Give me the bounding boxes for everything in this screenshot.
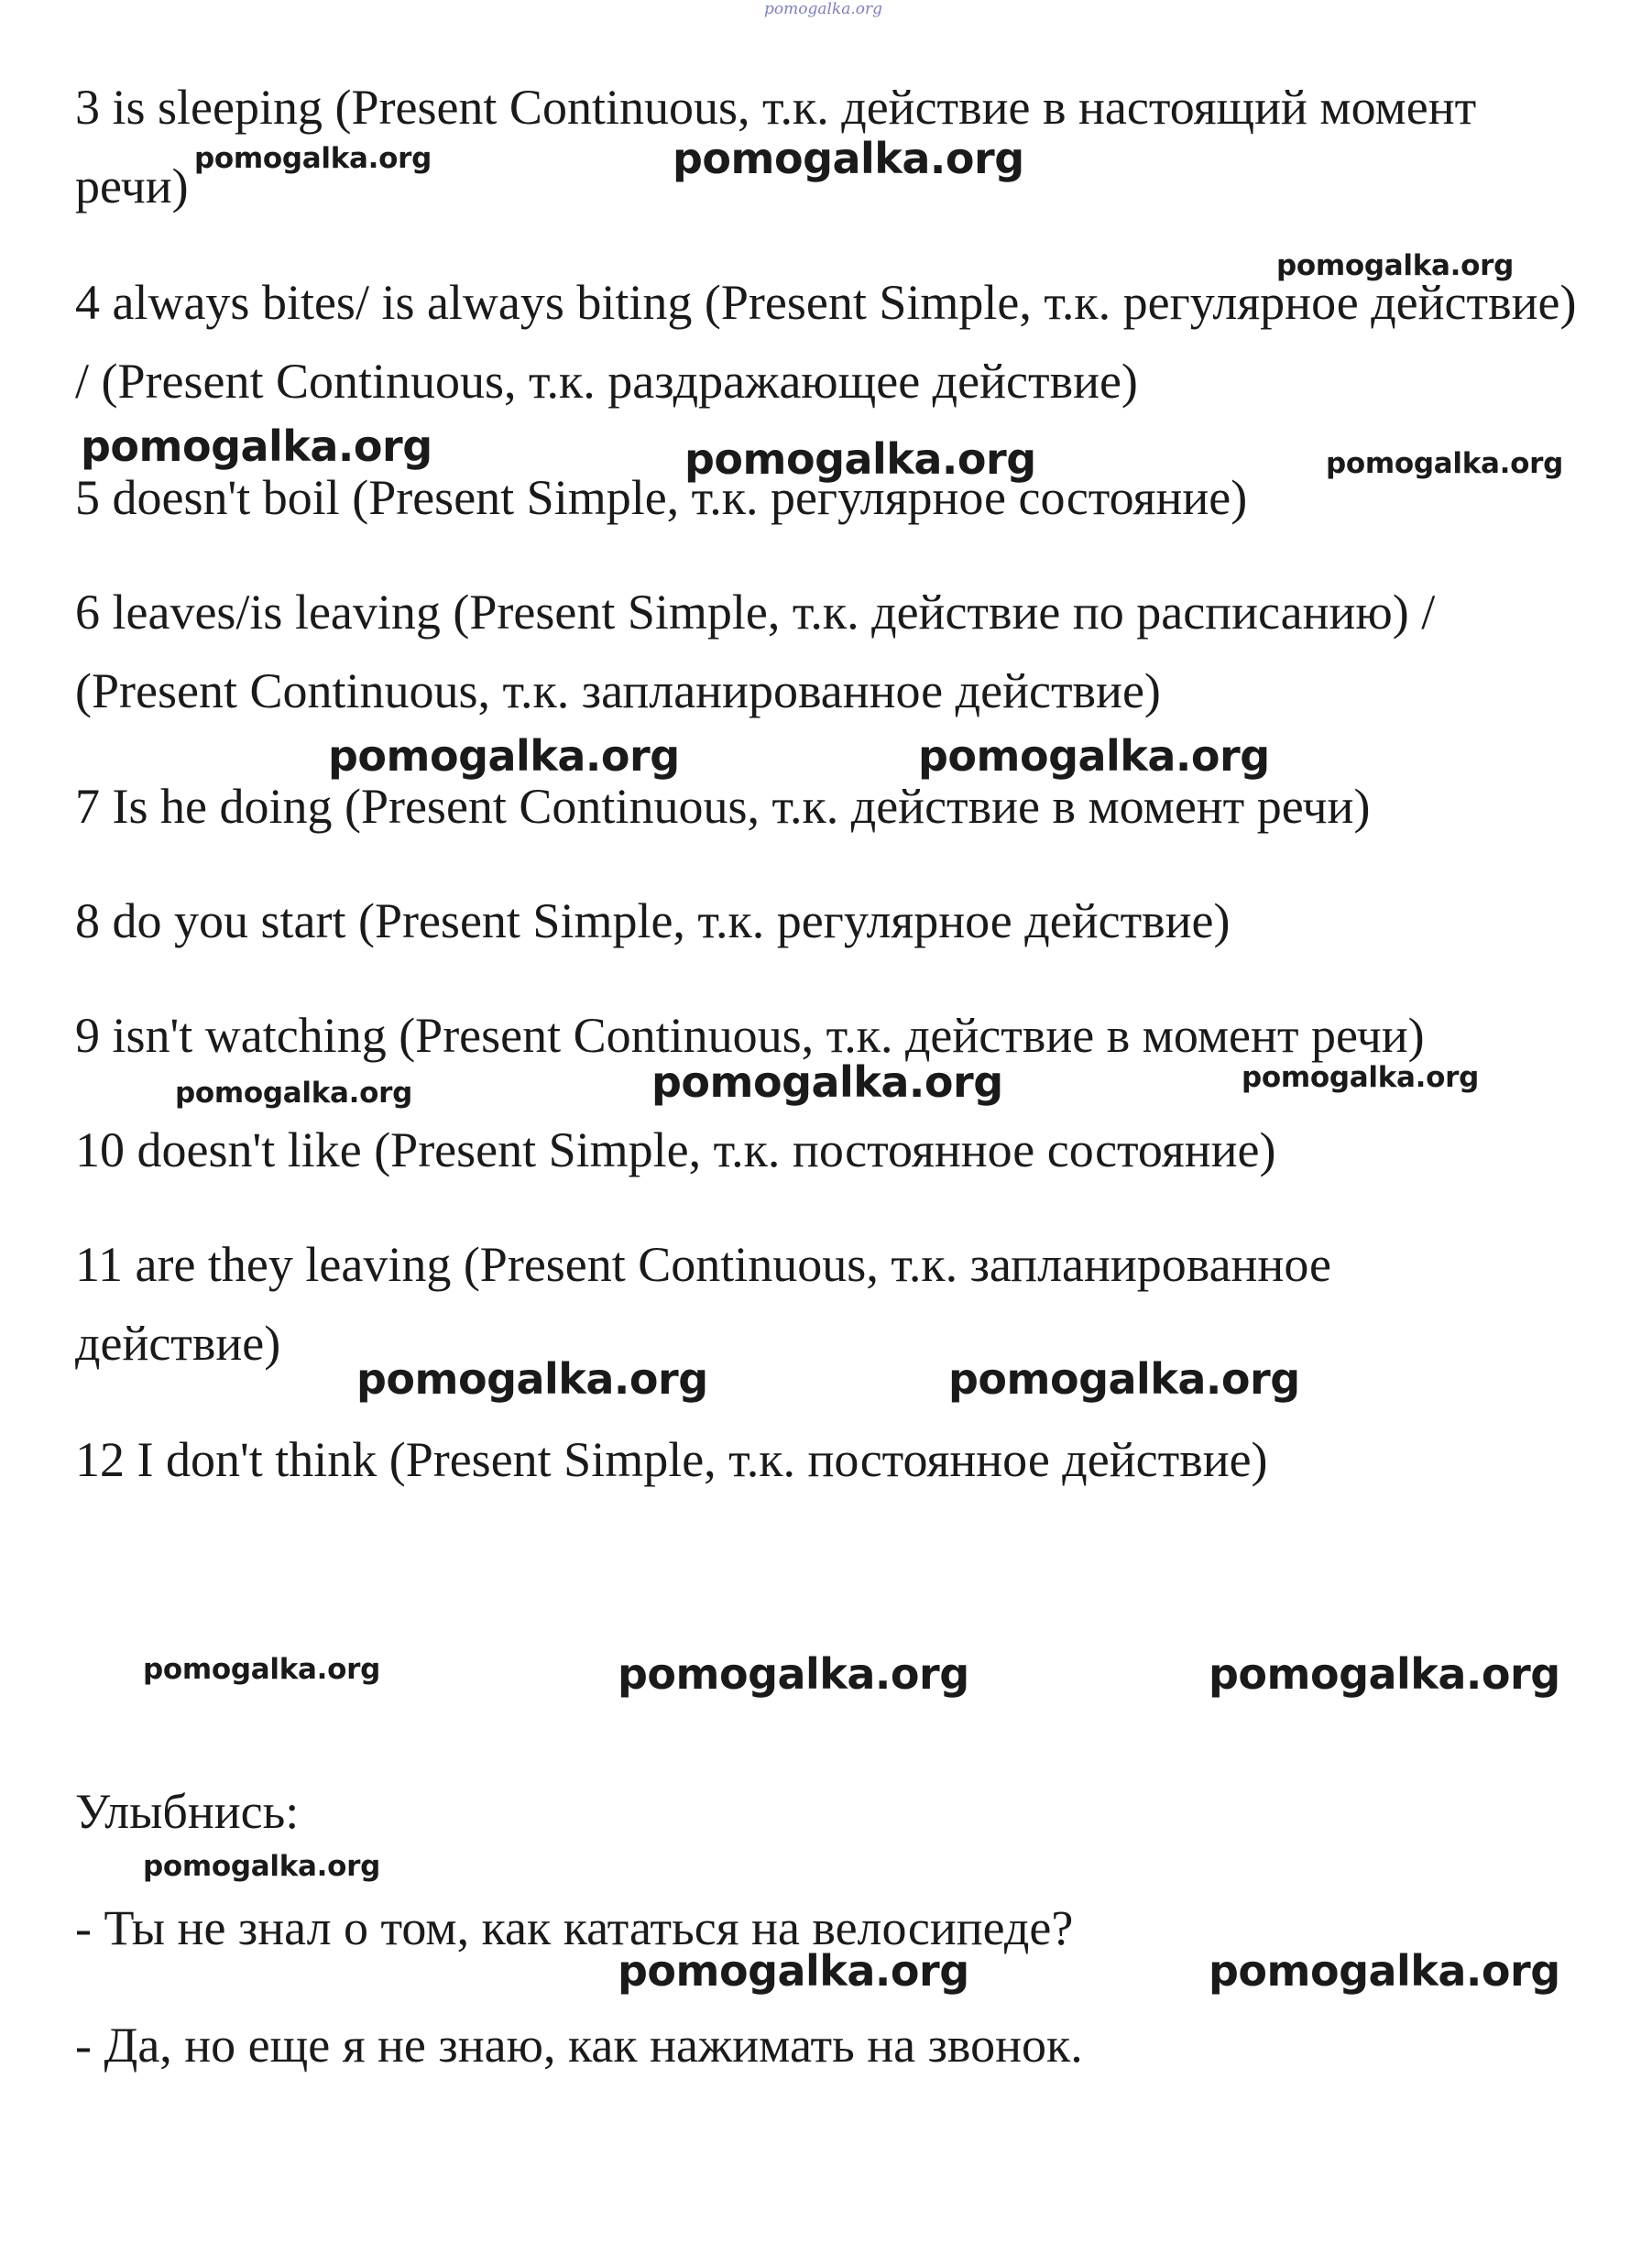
watermark: pomogalka.org: [143, 1653, 381, 1686]
answer-10: 10 doesn't like (Present Simple, т.к. постоянное состояние): [75, 1122, 1276, 1177]
answer-9: 9 isn't watching (Present Continuous, т.к. действие в момент речи): [75, 1008, 1425, 1063]
watermark: pomogalka.org: [328, 731, 680, 781]
watermark: pomogalka.org: [356, 1354, 708, 1404]
answer-4: 4 always bites/ is always biting (Present Simple, т.к. регулярное действие) / (Present Continuous, т.к. раздражающее действие): [75, 275, 1577, 409]
watermark: pomogalka.org: [618, 1946, 969, 1996]
joke-line-1: - Ты не знал о том, как кататься на велосипеде?: [75, 1900, 1074, 1955]
watermark: pomogalka.org: [948, 1354, 1300, 1404]
top-watermark: pomogalka.org: [764, 0, 883, 18]
watermark: pomogalka.org: [1209, 1946, 1560, 1996]
answer-12: 12 I don't think (Present Simple, т.к. постоянное действие): [75, 1432, 1268, 1487]
watermark: pomogalka.org: [1326, 447, 1564, 480]
watermark: pomogalka.org: [673, 134, 1024, 183]
watermark: pomogalka.org: [651, 1057, 1003, 1107]
watermark: pomogalka.org: [1276, 249, 1515, 282]
watermark: pomogalka.org: [684, 434, 1036, 484]
answer-8: 8 do you start (Present Simple, т.к. регулярное действие): [75, 893, 1231, 948]
answer-7: 7 Is he doing (Present Continuous, т.к. действие в момент речи): [75, 779, 1371, 834]
joke-heading: Улыбнись:: [75, 1784, 300, 1839]
watermark: pomogalka.org: [918, 731, 1270, 781]
watermark: pomogalka.org: [1242, 1061, 1480, 1094]
answer-5: 5 doesn't boil (Present Simple, т.к. регулярное состояние): [75, 470, 1248, 525]
joke-line-2: - Да, но еще я не знаю, как нажимать на звонок.: [75, 2018, 1083, 2073]
watermark: pomogalka.org: [1209, 1649, 1560, 1699]
watermark: pomogalka.org: [175, 1077, 413, 1110]
answer-11: 11 are they leaving (Present Continuous, т.к. запланированное действие): [75, 1237, 1331, 1371]
watermark: pomogalka.org: [618, 1649, 969, 1699]
watermark: pomogalka.org: [143, 1850, 381, 1883]
answer-6: 6 leaves/is leaving (Present Simple, т.к. действие по расписанию) / (Present Continuous, т.к. запланированное действие): [75, 585, 1436, 718]
answer-3: 3 is sleeping (Present Continuous, т.к. действие в настоящий момент речи): [75, 80, 1477, 213]
watermark: pomogalka.org: [194, 142, 432, 175]
watermark: pomogalka.org: [81, 421, 432, 471]
